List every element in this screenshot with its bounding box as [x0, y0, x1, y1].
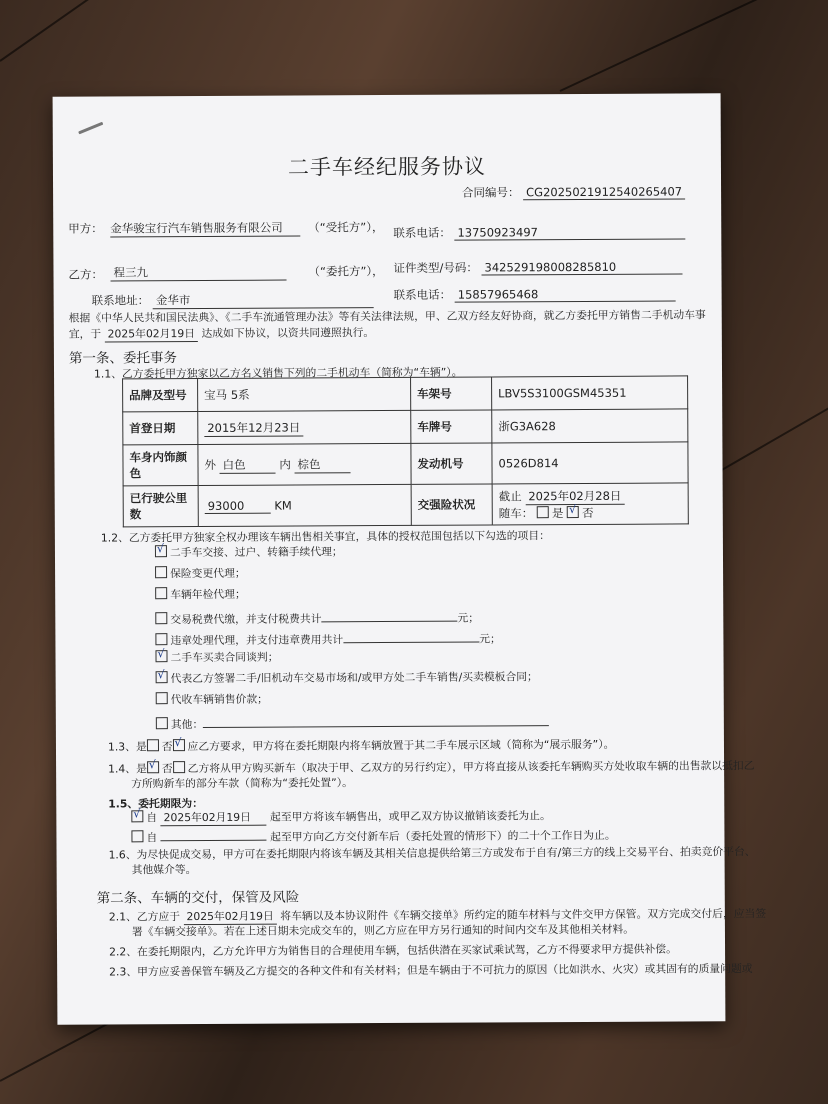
checkbox-icon[interactable]	[156, 671, 168, 683]
option-insurance[interactable]: 保险变更代理；	[155, 566, 246, 581]
clause-1-5-b: 自 起至甲方向乙方交付新车后（委托处置的情形下）的二十个工作日为止。	[131, 824, 615, 846]
option-inspection[interactable]: 车辆年检代理；	[155, 587, 246, 602]
reg-date-value: 2015年12月23日	[198, 410, 411, 444]
insurance-value: 截止 2025年02月28日 随车： 是 √ 否	[492, 483, 688, 525]
engine-label: 发动机号	[411, 443, 492, 484]
clause-1-1: 1.1、乙方委托甲方独家以乙方名义销售下列的二手机动车（简称为“车辆”）。	[93, 365, 463, 381]
clause-2-1: 2.1、乙方应于 2025年02月19日 将车辆以及本协议附件《车辆交接单》所约定的随车材料与文件交甲方保管。双方完成交付后，应当签	[108, 907, 767, 924]
option-other[interactable]: 其他：	[156, 711, 549, 732]
clause-2-3: 2.3、甲方应妥善保管车辆及乙方提交的各种文件和有关材料；但是车辆由于不可抗力的原因（比如洪水、火灾）或其固有的质量问题或	[109, 962, 753, 979]
party-b-phone-row: 联系电话： 15857965468	[394, 285, 676, 302]
with-car-no-checkbox[interactable]	[567, 506, 579, 518]
c1-5-b-checkbox[interactable]	[131, 830, 143, 842]
checkbox-icon[interactable]	[155, 545, 167, 557]
intro-line-2: 宜，于 2025年02月19日 达成如下协议，以资共同遵照执行。	[68, 326, 375, 341]
intro-line-1: 根据《中华人民共和国民法典》、《二手车流通管理办法》等有关法律法规，甲、乙双方经友好协商，就乙方委托甲方销售二手机动车事	[68, 308, 706, 325]
clause-2-1-cont: 署《车辆交接单》。若在上述日期未完成交车的，则乙方应在甲方另行通知的时间内交车及其他相关材料。	[131, 922, 635, 939]
checkbox-icon[interactable]	[156, 717, 168, 729]
checkbox-icon[interactable]	[155, 650, 167, 662]
party-b-role: （“委托方”），	[308, 264, 384, 279]
plate-label: 车牌号	[411, 410, 492, 443]
engine-value: 0526D814	[492, 442, 688, 484]
clause-1-6: 1.6、为尽快促成交易，甲方可在委托期限内将该车辆及其相关信息提供给第三方或发布于自有/第三方的线上交易平台、拍卖竞价平台、	[108, 845, 756, 862]
party-b-label: 乙方：	[68, 267, 104, 282]
option-transfer[interactable]: √二手车交接、过户、转籍手续代理；	[155, 544, 343, 560]
clause-1-4: 1.4、是√ 否 乙方将从甲方购买新车（取决于甲、乙双方的另行约定），甲方将直接从该委托车辆购买方处收取车辆的出售款以抵扣乙	[108, 758, 754, 776]
option-negotiation[interactable]: √二手车买卖合同谈判；	[155, 650, 278, 666]
c1-4-yes-checkbox[interactable]	[147, 761, 159, 773]
checkbox-icon[interactable]	[155, 566, 167, 578]
option-sign-contract[interactable]: √代表乙方签署二手/旧机动车交易市场和/或甲方处二手车销售/买卖模板合同；	[156, 669, 538, 686]
clause-1-5-a: √自 2025年02月19日 起至甲方将该车辆售出，或甲乙双方协议撤销该委托为止。	[131, 808, 550, 826]
vehicle-table	[122, 375, 689, 527]
with-car-yes-checkbox[interactable]	[537, 506, 549, 518]
party-a-label: 甲方：	[68, 221, 103, 236]
checkbox-icon[interactable]	[155, 612, 167, 624]
color-value: 外 白色 内 棕色	[198, 443, 411, 485]
party-a-phone-row: 联系电话： 13750923497	[393, 223, 685, 241]
clause-1-6-cont: 其他媒介等。	[131, 863, 197, 877]
c1-3-yes-checkbox[interactable]	[147, 739, 159, 751]
clause-2-2: 2.2、在委托期限内，乙方允许甲方为销售目的合理使用车辆，包括供潜在买家试乘试驾，乙方不得要求甲方提供补偿。	[109, 942, 677, 959]
vin-value: LBV5S3100GSM45351	[492, 376, 688, 410]
color-label: 车身内饰颜色	[123, 444, 198, 485]
document-title: 二手车经纪服务协议	[287, 154, 487, 180]
mileage-value: 93000 KM	[198, 484, 411, 526]
party-b-name: 程三九	[110, 264, 286, 282]
checkbox-icon[interactable]	[156, 692, 168, 704]
clause-1-3: 1.3、是 否√ 应乙方要求，甲方将在委托期限内将车辆放置于其二手车展示区域（简称为“展示服务”）。	[108, 737, 615, 755]
mileage-label: 已行驶公里数	[123, 485, 198, 526]
party-a-name: 金华骏宝行汽车销售服务有限公司	[110, 219, 300, 237]
checkbox-icon[interactable]	[155, 587, 167, 599]
c1-3-no-checkbox[interactable]	[173, 739, 185, 751]
contract-paper	[53, 93, 767, 1024]
contract-number: 合同编号： CG2025021912540265407	[462, 183, 685, 200]
staple-mark	[78, 122, 103, 135]
clause-1-4-cont: 方所购新车的部分车款（简称为“委托处置”）。	[131, 776, 353, 791]
c1-4-no-checkbox[interactable]	[173, 761, 185, 773]
option-tax[interactable]: 交易税费代缴，并支付税费共计 元；	[155, 607, 479, 628]
insurance-label: 交强险状况	[411, 484, 492, 525]
clause-1-2: 1.2、乙方委托甲方独家全权办理该车辆出售相关事宜，具体的授权范围包括以下勾选的项目：	[100, 529, 550, 545]
brand-value: 宝马 5系	[198, 377, 411, 411]
address-row: 联系地址： 金华市	[92, 291, 374, 309]
c1-5-a-checkbox[interactable]	[131, 810, 143, 822]
brand-label: 品牌及型号	[123, 378, 198, 411]
party-b-id-row: 证件类型/号码： 342529198008285810	[393, 258, 682, 276]
section-1-heading: 第一条、委托事务	[68, 350, 177, 367]
checkbox-icon[interactable]	[155, 633, 167, 645]
clause-1-5: 1.5、委托期限为：	[108, 796, 204, 811]
vin-label: 车架号	[411, 377, 492, 410]
reg-date-label: 首登日期	[123, 411, 198, 444]
option-collect-price[interactable]: 代收车辆销售价款；	[156, 692, 268, 708]
section-2-heading: 第二条、车辆的交付，保管及风险	[96, 889, 300, 907]
party-a-role: （“受托方”），	[308, 220, 384, 235]
plate-value: 浙G3A628	[492, 409, 688, 443]
option-violation[interactable]: 违章处理代理，并支付违章费用共计 元；	[155, 627, 500, 648]
